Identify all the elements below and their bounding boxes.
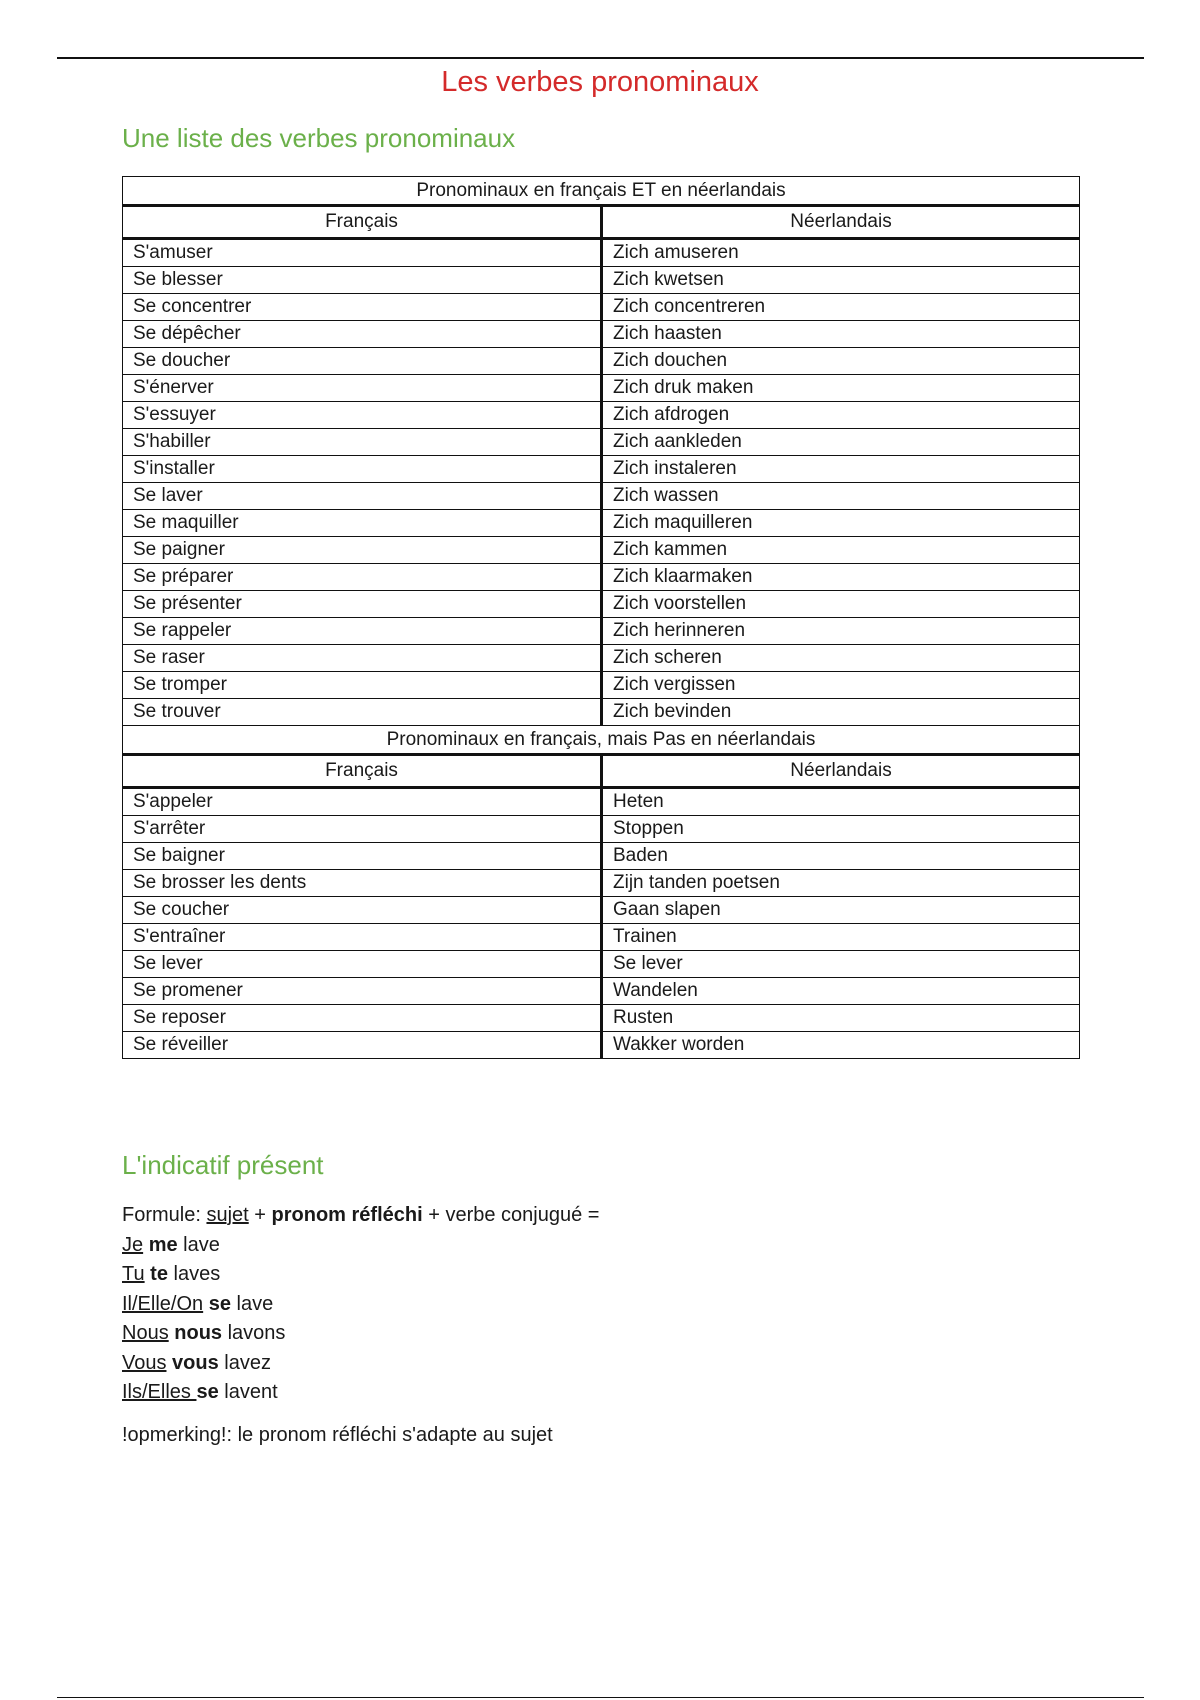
cell-fr: S'entraîner <box>123 924 602 951</box>
conj-subject: Tu <box>122 1263 145 1285</box>
table-row <box>123 978 1080 1005</box>
table-row <box>123 321 1080 348</box>
conjugation-line <box>122 1378 599 1408</box>
cell-nl: Zich kammen <box>602 537 1080 564</box>
table-row <box>123 897 1080 924</box>
conjugation-line <box>122 1231 599 1261</box>
cell-fr: Se rappeler <box>123 618 602 645</box>
conj-verb: lavez <box>224 1351 271 1374</box>
cell-fr: Se trouver <box>123 699 602 726</box>
table-row <box>123 564 1080 591</box>
cell-nl: Gaan slapen <box>602 897 1080 924</box>
section-heading-list: Une liste des verbes pronominaux <box>122 123 516 153</box>
table-row <box>123 672 1080 699</box>
conj-verb: lave <box>183 1233 220 1256</box>
cell-fr: Se brosser les dents <box>123 870 602 897</box>
table-row <box>123 591 1080 618</box>
cell-fr: Se tromper <box>123 672 602 699</box>
cell-nl: Zich amuseren <box>602 239 1080 267</box>
cell-nl: Zich afdrogen <box>602 402 1080 429</box>
table-row <box>123 951 1080 978</box>
conj-verb: laves <box>173 1263 221 1285</box>
cell-nl: Wandelen <box>602 978 1080 1005</box>
cell-fr: Se laver <box>123 483 602 510</box>
cell-fr: S'amuser <box>123 239 602 267</box>
cell-nl: Zich haasten <box>602 321 1080 348</box>
cell-fr: S'énerver <box>123 375 602 402</box>
column-header-fr: Français <box>123 206 602 239</box>
conj-subject: Ils/Elles <box>122 1381 197 1403</box>
table-row <box>123 402 1080 429</box>
group2-title: Pronominaux en français, mais Pas en néerlandais <box>123 726 1080 755</box>
table-row <box>123 429 1080 456</box>
cell-nl: Zich maquilleren <box>602 510 1080 537</box>
cell-nl: Zich douchen <box>602 348 1080 375</box>
table-row <box>123 483 1080 510</box>
conj-verb: lavent <box>224 1381 278 1403</box>
cell-nl: Zich kwetsen <box>602 267 1080 294</box>
column-header-fr: Français <box>123 755 602 788</box>
formula-plus: + <box>248 1204 272 1226</box>
conjugation-block <box>122 1201 599 1408</box>
cell-nl: Zich scheren <box>602 645 1080 672</box>
conj-subject: Vous <box>122 1351 167 1374</box>
cell-nl: Zich herinneren <box>602 618 1080 645</box>
table-row <box>123 375 1080 402</box>
conj-pronoun: se <box>196 1381 219 1403</box>
conj-pronoun: vous <box>172 1351 219 1374</box>
cell-nl: Se lever <box>602 951 1080 978</box>
conj-pronoun: nous <box>174 1322 223 1344</box>
cell-fr: Se dépêcher <box>123 321 602 348</box>
cell-nl: Zich druk maken <box>602 375 1080 402</box>
cell-fr: Se maquiller <box>123 510 602 537</box>
cell-fr: Se doucher <box>123 348 602 375</box>
table-row <box>123 816 1080 843</box>
table-row <box>123 924 1080 951</box>
column-header-nl: Néerlandais <box>602 206 1080 239</box>
top-rule <box>57 57 1144 59</box>
cell-fr: Se concentrer <box>123 294 602 321</box>
cell-fr: Se paigner <box>123 537 602 564</box>
conj-verb: lave <box>236 1292 274 1315</box>
table-row <box>123 267 1080 294</box>
formula-subject: sujet <box>206 1204 249 1226</box>
conj-subject: Je <box>122 1233 144 1256</box>
table-row <box>123 510 1080 537</box>
formula-label: Formule: <box>122 1204 207 1226</box>
section-heading-indicatif: L'indicatif présent <box>122 1150 324 1180</box>
cell-nl: Zich instaleren <box>602 456 1080 483</box>
cell-nl: Stoppen <box>602 816 1080 843</box>
cell-nl: Zich concentreren <box>602 294 1080 321</box>
table-row <box>123 239 1080 267</box>
cell-fr: S'essuyer <box>123 402 602 429</box>
cell-fr: S'habiller <box>123 429 602 456</box>
cell-fr: Se baigner <box>123 843 602 870</box>
cell-fr: S'installer <box>123 456 602 483</box>
cell-fr: Se promener <box>123 978 602 1005</box>
cell-fr: S'appeler <box>123 788 602 816</box>
table-header-row <box>123 206 1080 239</box>
page-title: Les verbes pronominaux <box>441 66 759 98</box>
cell-fr: Se coucher <box>123 897 602 924</box>
table-group-title-row <box>123 726 1080 755</box>
cell-nl: Heten <box>602 788 1080 816</box>
table-row <box>123 699 1080 726</box>
verbs-table <box>122 176 1080 1059</box>
group1-title: Pronominaux en français ET en néerlandais <box>123 177 1080 206</box>
cell-fr: Se reposer <box>123 1005 602 1032</box>
conj-pronoun: te <box>150 1263 168 1285</box>
conj-verb: lavons <box>227 1322 286 1344</box>
cell-nl: Trainen <box>602 924 1080 951</box>
conj-pronoun: me <box>148 1233 178 1256</box>
table-row <box>123 537 1080 564</box>
table-header-row <box>123 755 1080 788</box>
conjugation-line <box>122 1319 599 1349</box>
conjugation-line <box>122 1349 599 1379</box>
formula-line <box>122 1201 599 1231</box>
cell-nl: Rusten <box>602 1005 1080 1032</box>
cell-nl: Zijn tanden poetsen <box>602 870 1080 897</box>
cell-fr: Se raser <box>123 645 602 672</box>
conj-subject: Il/Elle/On <box>122 1292 204 1315</box>
table-row <box>123 294 1080 321</box>
table-row <box>123 618 1080 645</box>
cell-nl: Zich aankleden <box>602 429 1080 456</box>
cell-nl: Zich vergissen <box>602 672 1080 699</box>
table-row <box>123 870 1080 897</box>
table-row <box>123 645 1080 672</box>
formula-pronoun: pronom réfléchi <box>271 1204 423 1226</box>
table-row <box>123 788 1080 816</box>
column-header-nl: Néerlandais <box>602 755 1080 788</box>
cell-nl: Zich voorstellen <box>602 591 1080 618</box>
cell-fr: S'arrêter <box>123 816 602 843</box>
cell-fr: Se blesser <box>123 267 602 294</box>
table-row <box>123 1032 1080 1059</box>
conj-subject: Nous <box>122 1322 169 1344</box>
cell-fr: Se lever <box>123 951 602 978</box>
conjugation-line <box>122 1260 599 1290</box>
cell-nl: Zich klaarmaken <box>602 564 1080 591</box>
conj-pronoun: se <box>208 1292 231 1315</box>
cell-fr: Se réveiller <box>123 1032 602 1059</box>
table-group-title-row <box>123 177 1080 206</box>
formula-rest: + verbe conjugué = <box>422 1204 600 1226</box>
remark-note: !opmerking!: le pronom réfléchi s'adapte au sujet <box>122 1424 553 1446</box>
cell-nl: Zich wassen <box>602 483 1080 510</box>
conjugation-line <box>122 1290 599 1320</box>
bottom-rule <box>57 1697 1144 1698</box>
table-row <box>123 348 1080 375</box>
cell-nl: Zich bevinden <box>602 699 1080 726</box>
cell-fr: Se présenter <box>123 591 602 618</box>
cell-nl: Wakker worden <box>602 1032 1080 1059</box>
cell-nl: Baden <box>602 843 1080 870</box>
table-row <box>123 843 1080 870</box>
table-row <box>123 456 1080 483</box>
cell-fr: Se préparer <box>123 564 602 591</box>
table-row <box>123 1005 1080 1032</box>
